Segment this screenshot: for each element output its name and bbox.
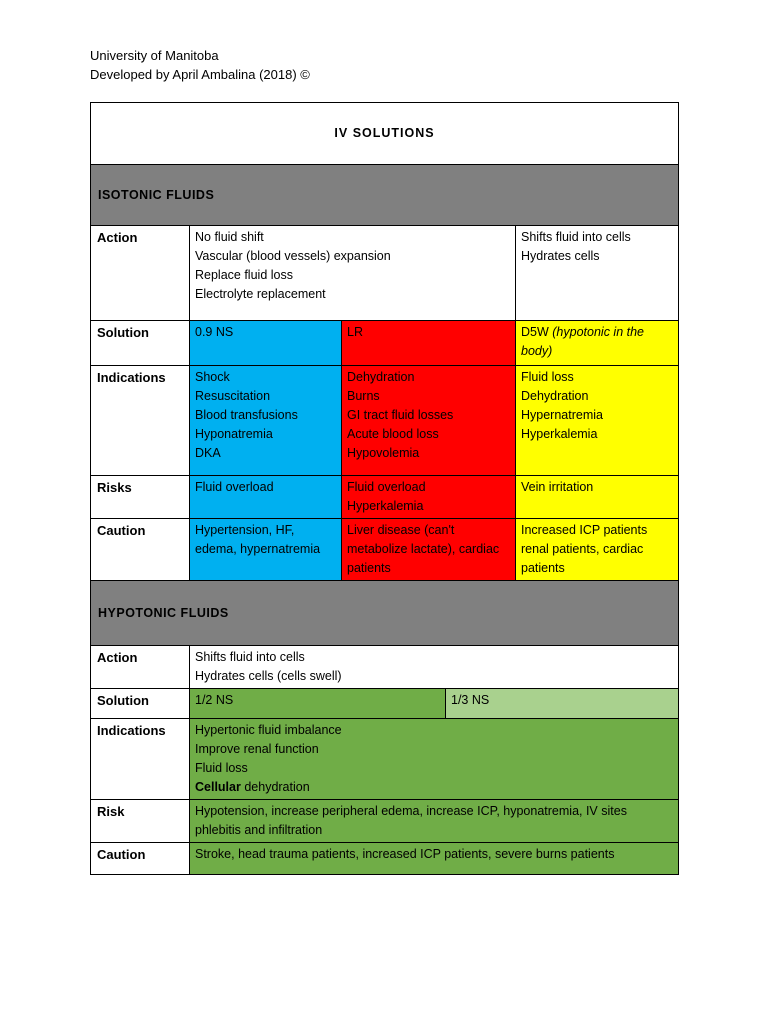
lr-solution-cell: LR	[342, 321, 516, 366]
cellular-emphasis: Cellular	[195, 780, 241, 794]
third-ns-solution-cell: 1/3 NS	[446, 689, 679, 719]
institution-name: University of Manitoba	[90, 48, 219, 63]
action-item: Hydrates cells (cells swell)	[195, 669, 342, 683]
indication-item	[195, 778, 673, 797]
lr-risks-cell	[342, 476, 516, 519]
risk-item: Hyperkalemia	[347, 499, 424, 513]
action-item: Electrolyte replacement	[195, 287, 326, 301]
d5w-action-cell	[516, 226, 679, 321]
isotonic-action-cell	[190, 226, 516, 321]
ns-solution-cell: 0.9 NS	[190, 321, 342, 366]
document-header	[90, 46, 310, 84]
indication-item: GI tract fluid losses	[347, 408, 454, 422]
row-label-caution: Caution	[91, 519, 190, 581]
hypotonic-solution-row	[91, 689, 679, 719]
hypotonic-caution-row	[91, 843, 679, 875]
isotonic-heading: ISOTONIC FLUIDS	[91, 165, 679, 226]
isotonic-action-row	[91, 226, 679, 321]
indication-item: Dehydration	[347, 370, 415, 384]
row-label-solution: Solution	[91, 689, 190, 719]
indication-item: Fluid loss	[521, 370, 574, 384]
d5w-indications-cell	[516, 366, 679, 476]
hypotonic-action-cell	[190, 646, 679, 689]
hypotonic-heading: HYPOTONIC FLUIDS	[91, 581, 679, 646]
dehydration-text: dehydration	[240, 780, 310, 794]
row-label-caution: Caution	[91, 843, 190, 875]
indication-item: Hypertonic fluid imbalance	[195, 723, 342, 737]
hypotonic-action-row	[91, 646, 679, 689]
indication-item: Blood transfusions	[195, 408, 298, 422]
ns-caution-cell: Hypertension, HF, edema, hypernatremia	[190, 519, 342, 581]
risk-item: Vein irritation	[521, 480, 594, 494]
row-label-risk: Risk	[91, 800, 190, 843]
indication-item: Hyponatremia	[195, 427, 273, 441]
d5w-solution-cell	[516, 321, 679, 366]
row-label-indications: Indications	[91, 719, 190, 800]
isotonic-indications-row	[91, 366, 679, 476]
hypotonic-risk-cell: Hypotension, increase peripheral edema, increase ICP, hyponatremia, IV sites phlebitis and infiltration	[190, 800, 679, 843]
row-label-action: Action	[91, 226, 190, 321]
indication-item: Dehydration	[521, 389, 589, 403]
hypotonic-risk-row	[91, 800, 679, 843]
indication-item: Hypovolemia	[347, 446, 420, 460]
hypotonic-heading-row	[91, 581, 679, 646]
ns-indications-cell	[190, 366, 342, 476]
indication-item: Burns	[347, 389, 380, 403]
row-label-action: Action	[91, 646, 190, 689]
d5w-name: D5W	[521, 325, 549, 339]
hypotonic-indications-cell	[190, 719, 679, 800]
page-title: IV SOLUTIONS	[91, 103, 679, 165]
action-item: Replace fluid loss	[195, 268, 293, 282]
row-label-risks: Risks	[91, 476, 190, 519]
indication-item: Resuscitation	[195, 389, 271, 403]
iv-solutions-table	[90, 102, 679, 875]
half-ns-solution-cell: 1/2 NS	[190, 689, 446, 719]
isotonic-caution-row	[91, 519, 679, 581]
indication-item: Shock	[195, 370, 230, 384]
indication-item: Acute blood loss	[347, 427, 439, 441]
indication-item: Fluid loss	[195, 761, 248, 775]
title-row	[91, 103, 679, 165]
risk-item: Fluid overload	[195, 480, 274, 494]
action-item: No fluid shift	[195, 230, 264, 244]
row-label-solution: Solution	[91, 321, 190, 366]
isotonic-heading-row	[91, 165, 679, 226]
indication-item: DKA	[195, 446, 221, 460]
d5w-caution-cell: Increased ICP patients renal patients, cardiac patients	[516, 519, 679, 581]
isotonic-solution-row	[91, 321, 679, 366]
action-item: Shifts fluid into cells	[195, 650, 305, 664]
hypotonic-indications-row	[91, 719, 679, 800]
action-item: Hydrates cells	[521, 249, 600, 263]
indication-item: Hypernatremia	[521, 408, 603, 422]
row-label-indications: Indications	[91, 366, 190, 476]
d5w-note: (hypotonic in the body)	[521, 325, 644, 358]
action-item: Shifts fluid into cells	[521, 230, 631, 244]
lr-indications-cell	[342, 366, 516, 476]
lr-caution-cell: Liver disease (can't metabolize lactate), cardiac patients	[342, 519, 516, 581]
indication-item: Hyperkalemia	[521, 427, 598, 441]
d5w-risks-cell	[516, 476, 679, 519]
ns-risks-cell	[190, 476, 342, 519]
risk-item: Fluid overload	[347, 480, 426, 494]
hypotonic-caution-cell: Stroke, head trauma patients, increased ICP patients, severe burns patients	[190, 843, 679, 875]
author-credit: Developed by April Ambalina (2018) ©	[90, 67, 310, 82]
isotonic-risks-row	[91, 476, 679, 519]
action-item: Vascular (blood vessels) expansion	[195, 249, 391, 263]
indication-item: Improve renal function	[195, 742, 319, 756]
